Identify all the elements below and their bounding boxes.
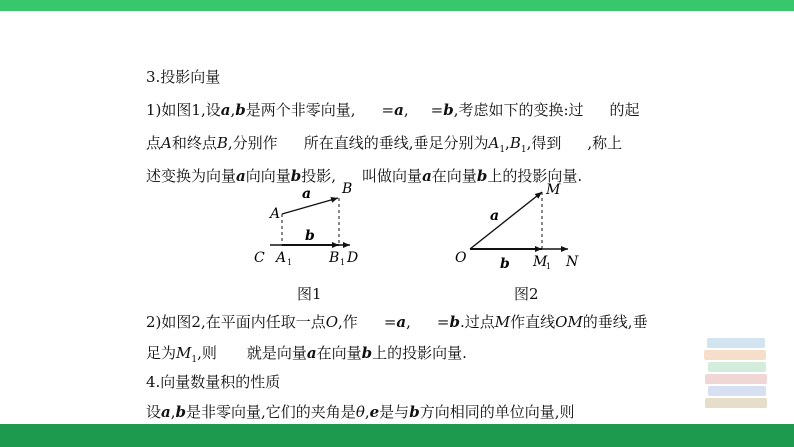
figure-1-label-A1: A (276, 250, 287, 266)
bottom-accent-bar (0, 424, 794, 447)
figure-1-label-A1-sub: 1 (287, 258, 293, 267)
figure-2-caption: 图2 (514, 285, 539, 303)
section-title-projection: 3.投影向量 (146, 68, 221, 86)
figure-2-diagram (450, 178, 590, 270)
figure-1-label-B1: B (329, 250, 340, 266)
figure-2-label-O: O (455, 250, 467, 266)
paragraph-1-line-3: 述变换为向量a向向量b投影, 叫做向量a在向量b上的投影向量. (146, 167, 583, 185)
figure-1-diagram (250, 178, 370, 270)
figure-2-label-M1: M (533, 254, 548, 270)
paragraph-1-line-2: 点A和终点B,分别作 所在直线的垂线,垂足分别为$A_1,B_1$,得到 ,称上 (146, 134, 623, 155)
paragraph-1-line-1: 1)如图1,设a,b是两个非零向量, =a, =b,考虑如下的变换:过 的起 (146, 101, 640, 119)
paragraph-2-line-1: 2)如图2,在平面内任取一点O,作 =a, =b.过点M作直线OM的垂线,垂 (146, 313, 648, 331)
top-accent-bar (0, 0, 794, 11)
section-title-dot-product-properties: 4.向量数量积的性质 (146, 373, 281, 391)
figure-2-label-M: M (546, 182, 561, 198)
figure-2-label-N: N (566, 254, 579, 270)
figure-1-label-a: a (302, 186, 312, 202)
figure-2-label-b: b (500, 256, 510, 270)
paragraph-2-line-2: 足为$M_1$,则 就是向量a在向量b上的投影向量. (146, 344, 467, 365)
figure-1-label-B1-sub: 1 (340, 258, 346, 267)
figure-1-label-b: b (305, 228, 315, 244)
figure-1-label-C: C (254, 250, 265, 266)
figure-1-label-D: D (347, 250, 359, 266)
figure-2-label-M1-sub: 1 (546, 262, 552, 270)
figure-1-label-B: B (342, 181, 353, 197)
figure-1-label-A: A (270, 206, 281, 222)
books-watermark-icon (702, 330, 772, 418)
figure-2-vector-om (470, 192, 542, 249)
figure-2-label-a: a (490, 208, 500, 224)
paragraph-3-line-1: 设a,b是非零向量,它们的夹角是θ,e是与b方向相同的单位向量,则 (146, 403, 575, 421)
figure-1-caption: 图1 (297, 285, 322, 303)
